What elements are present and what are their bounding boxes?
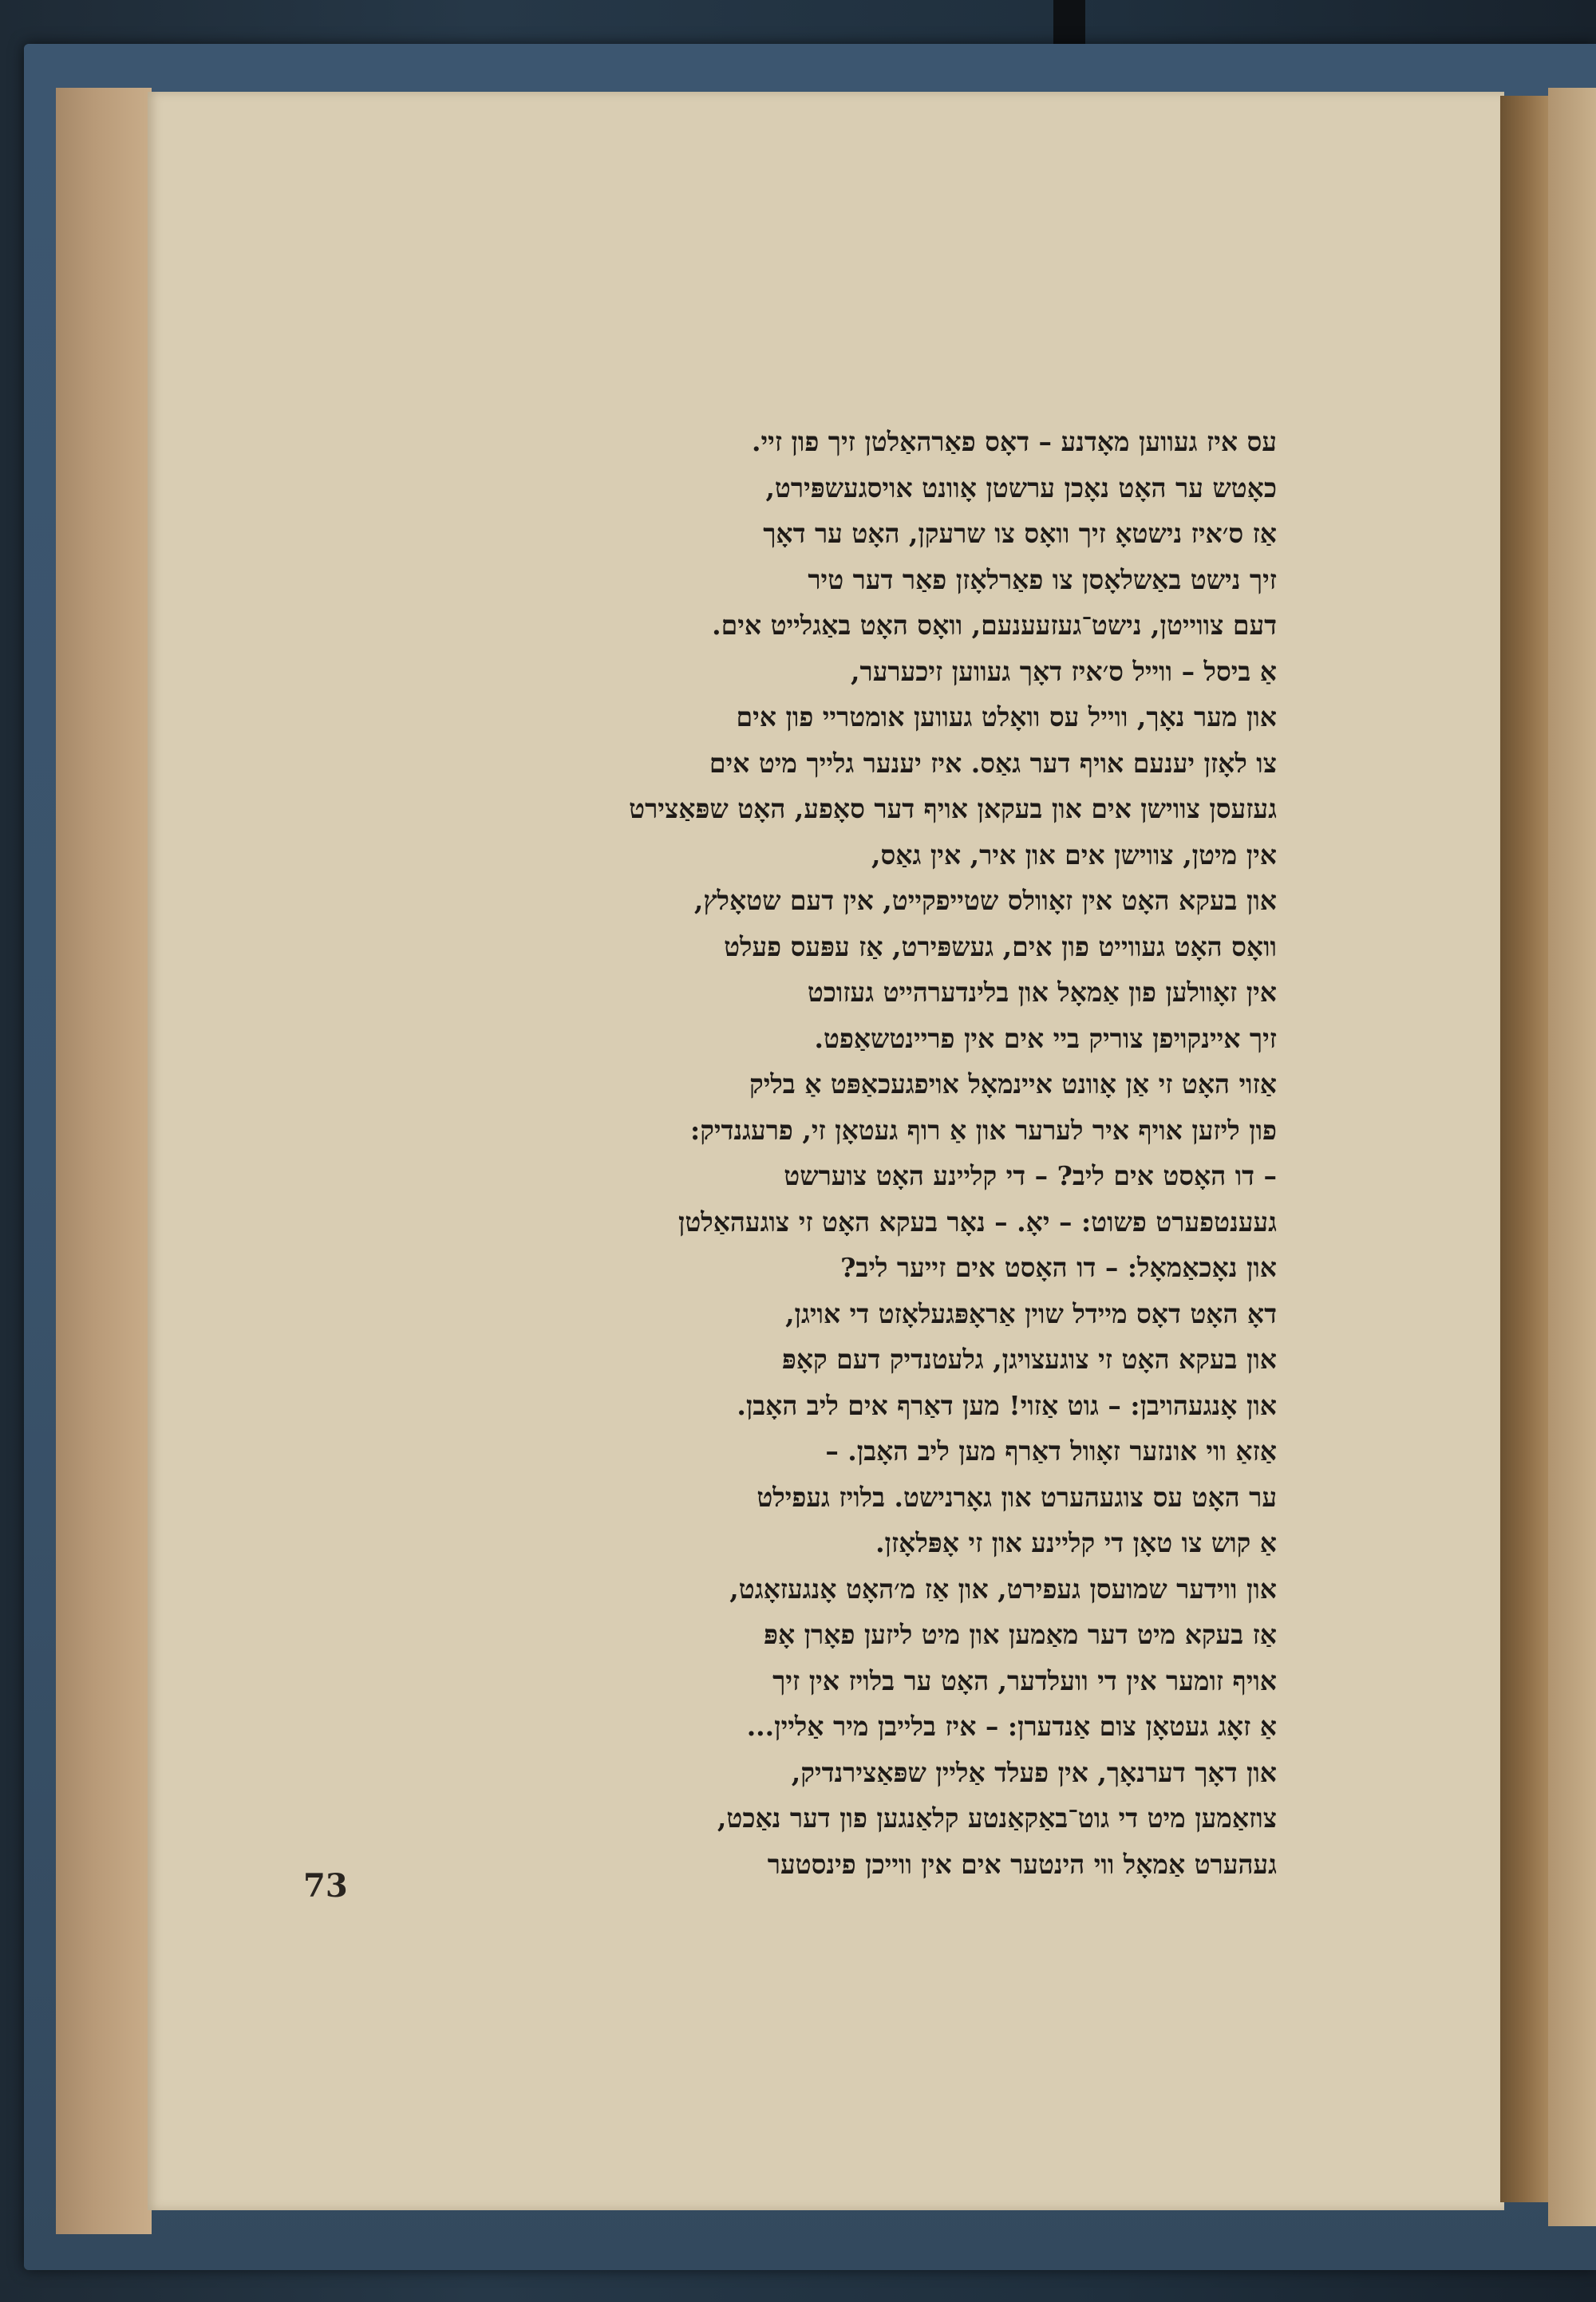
text-line: עס איז געווען מאָדנע – דאָס פאַרהאַלטן זיך פון זיי.: [752, 426, 1277, 457]
text-line: כאָטש ער האָט נאָכן ערשטן אָוונט אויסגעשפּירט,: [765, 472, 1277, 503]
text-line: צו לאָזן יענעם אויף דער גאַס. איז יענער גלייך מיט אים: [709, 747, 1277, 779]
text-line: ער האָט עס צוגעהערט און גאָרנישט. בלויז געפילט: [757, 1481, 1277, 1513]
text-line: אין זאָוולען פון אַמאָל און בלינדערהייט געזוכט: [807, 977, 1277, 1008]
text-line: אַ קוש צו טאָן די קליינע און זי אָפּלאָזן.: [875, 1527, 1277, 1558]
text-line: געענטפערט פשוט: – יאָ. – נאָר בעקא האָט זי צוגעהאַלטן: [678, 1206, 1277, 1238]
text-line: פון ליזען אויף איר לערער און אַ רוף געטאָן זי, פרעגנדיק:: [690, 1114, 1277, 1146]
facing-page-edge: [1548, 88, 1596, 2226]
text-line: און מער נאָך, ווייל עס וואָלט געווען אומטריי פון אים: [736, 701, 1277, 732]
page-edges-left: [56, 88, 152, 2234]
text-line: אַ ביסל – ווייל ס׳איז דאָך געווען זיכערער,: [851, 655, 1277, 687]
text-line: אַזאַ ווי אונזער זאָוול דאַרף מען ליב האָבן. –: [825, 1435, 1277, 1467]
text-line: אַזוי האָט זי אַן אָוונט איינמאָל אויפגעכאַפּט אַ בליק: [749, 1068, 1277, 1100]
body-text: [399, 419, 1277, 1887]
text-line: און בעקא האָט אין זאָוולס שטייפקייט, אין דעם שטאָלץ,: [693, 885, 1277, 916]
page-gutter: [1500, 96, 1548, 2202]
text-line: און אָנגעהויבן: – גוט אַזוי! מען דאַרף אים ליב האָבן.: [737, 1389, 1277, 1421]
text-line: און ווידער שמועסן געפירט, און אַז מ׳האָט אָנגעזאָגט,: [729, 1573, 1277, 1605]
text-line: זיך איינקויפן צוריק ביי אים אין פריינטשאַפט.: [814, 1022, 1277, 1054]
text-line: און בעקא האָט זי צוגעצויגן, גלעטנדיק דעם קאָפּ: [781, 1344, 1277, 1375]
page-number: 73: [303, 1867, 348, 1905]
text-line: צוזאַמען מיט די גוט־באַקאַנטע קלאַנגען פון דער נאַכט,: [717, 1803, 1277, 1834]
text-line: געזעסן צווישן אים און בעקאן אויף דער סאָפע, האָט שפּאַצירט: [629, 793, 1277, 824]
text-line: אַז בעקא מיט דער מאַמען און מיט ליזען פאָרן אָפּ: [764, 1619, 1277, 1650]
text-line: דעם צווייטן, נישט־געזעענעם, וואָס האָט באַגלייט אים.: [712, 610, 1277, 641]
text-line: אין מיטן, צווישן אים און איר, אין גאַס,: [871, 839, 1277, 871]
text-line: געהערט אַמאָל ווי הינטער אים אין ווייכן פינסטער: [767, 1848, 1277, 1880]
text-line: אַז ס׳איז נישטאָ זיך וואָס צו שרעקן, האָט ער דאָך: [763, 518, 1277, 549]
text-line: דאָ האָט דאָס מיידל שוין אַראָפּגעלאָזט די אויגן,: [785, 1297, 1277, 1329]
text-line: אויף זומער אין די וועלדער, האָט ער בלויז אין זיך: [772, 1664, 1277, 1696]
text-line: זיך נישט באַשלאָסן צו פאַרלאָזן פאַר דער טיר: [808, 563, 1277, 595]
text-line: און דאָך דערנאָך, אין פעלד אַליין שפּאַצירנדיק,: [791, 1756, 1277, 1788]
text-line: און נאָכאַמאָל: – דו האָסט אים זייער ליב?: [840, 1252, 1277, 1283]
text-line: אַ זאָג געטאָן צום אַנדערן: – איז בלייבן מיר אַליין...: [746, 1711, 1277, 1742]
text-line: – דו האָסט אים ליב? – די קליינע האָט צוערשט: [784, 1160, 1277, 1191]
text-line: וואָס האָט געווייט פון אים, געשפּירט, אַז עפּעס פעלט: [724, 930, 1277, 962]
